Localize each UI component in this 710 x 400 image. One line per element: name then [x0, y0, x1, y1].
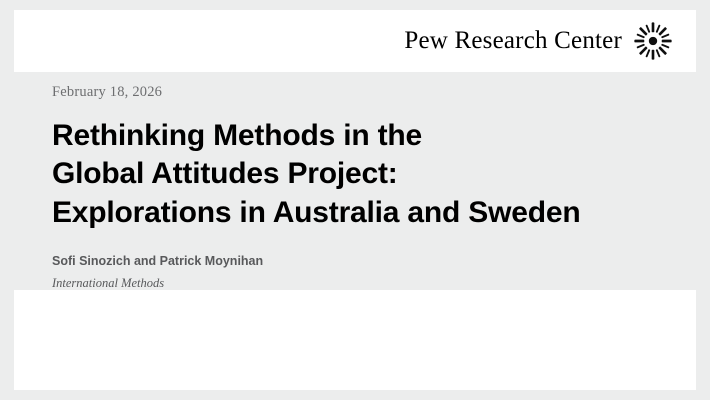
brand-lockup — [404, 22, 696, 60]
brand-name: Pew Research Center — [404, 27, 622, 54]
title-line: Global Attitudes Project: — [52, 157, 398, 191]
department: International Methods — [52, 276, 165, 291]
pew-sunburst-logo-icon — [634, 22, 672, 60]
title-line: Explorations in Australia and Sweden — [52, 195, 581, 229]
title-line: Rethinking Methods in the — [52, 119, 422, 152]
header-band — [14, 10, 696, 72]
footer-band — [14, 290, 696, 390]
cover-content — [52, 84, 672, 291]
publication-date: February 18, 2026 — [52, 84, 163, 100]
page-title — [52, 117, 672, 232]
authors: Sofi Sinozich and Patrick Moynihan — [52, 254, 264, 269]
